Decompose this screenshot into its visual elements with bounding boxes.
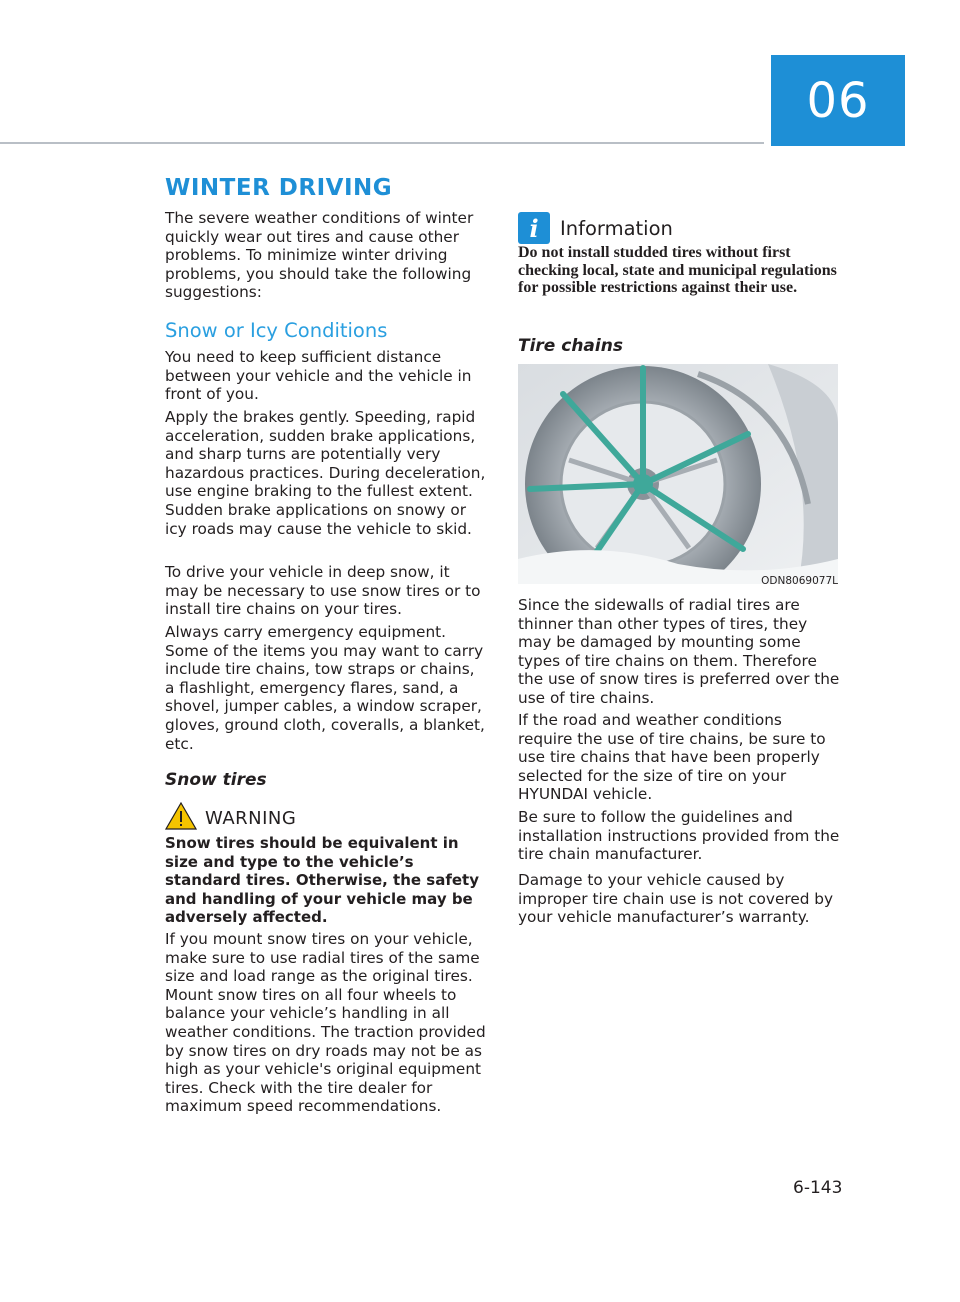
tire-chains-heading: Tire chains [518, 336, 623, 356]
snow-tires-paragraph: If you mount snow tires on your vehicle, make sure to use radial tires of the same size and load range as the original tires. Mount snow tires on all four wheels to balance your vehicle’s handling in all weather conditions. The traction provided by snow tires on dry roads may not be as high as your vehicle's original equipment tires. Check with the tire dealer for maximum speed recommendations. [165, 930, 486, 1116]
section-title: WINTER DRIVING [165, 175, 393, 201]
warning-header [165, 802, 487, 834]
tire-chains-paragraph-1: Since the sidewalls of radial tires are thinner than other types of tires, they may be damaged by mounting some types of tire chains on them. Therefore the use of snow tires is preferred over the use of tire chains. [518, 596, 840, 707]
tire-chains-paragraph-2: If the road and weather conditions require the use of tire chains, be sure to use tire chains that have been properly selected for the size of tire on your HYUNDAI vehicle. [518, 711, 826, 804]
snow-icy-paragraph-3: To drive your vehicle in deep snow, it may be necessary to use snow tires or to install tire chains on your tires. [165, 563, 481, 619]
page-number: 6-143 [793, 1178, 843, 1198]
warning-label: WARNING [205, 807, 297, 829]
information-text: Do not install studded tires without first checking local, state and municipal regulations for possible restrictions against their use. [518, 244, 837, 297]
tire-chain-figure [518, 364, 838, 584]
snow-icy-paragraph-4: Always carry emergency equipment. Some of the items you may want to carry include tire chains, tow straps or chains, a flashlight, emergency flares, sand, a shovel, jumper cables, a window scraper, gloves, ground cloth, coveralls, a blanket, etc. [165, 623, 485, 753]
chapter-tab: 06 [771, 55, 905, 146]
information-header [518, 212, 840, 244]
warning-text: Snow tires should be equivalent in size and type to the vehicle’s standard tires. Otherwise, the safety and handling of your vehicle may be adversely affected. [165, 834, 479, 927]
information-icon: i [518, 212, 550, 244]
intro-paragraph: The severe weather conditions of winter quickly wear out tires and cause other problems. To minimize winter driving problems, you should take the following suggestions: [165, 209, 474, 302]
header-rule [0, 142, 764, 144]
tire-chains-paragraph-3: Be sure to follow the guidelines and installation instructions provided from the tire chain manufacturer. [518, 808, 840, 864]
tire-chains-paragraph-4: Damage to your vehicle caused by improper tire chain use is not covered by your vehicle manufacturer’s warranty. [518, 871, 834, 927]
snow-icy-paragraph-1: You need to keep sufficient distance between your vehicle and the vehicle in front of you. [165, 348, 472, 404]
information-title: Information [560, 216, 673, 240]
snow-tires-heading: Snow tires [165, 770, 267, 790]
snow-icy-paragraph-2: Apply the brakes gently. Speeding, rapid acceleration, sudden brake applications, and sharp turns are potentially very hazardous practices. During deceleration, use engine braking to the fullest extent. Sudden brake applications on snowy or icy roads may cause the vehicle to skid. [165, 408, 486, 538]
figure-caption: ODN8069077L [761, 575, 838, 587]
warning-triangle-icon [165, 802, 197, 834]
snow-icy-heading: Snow or Icy Conditions [165, 319, 388, 342]
